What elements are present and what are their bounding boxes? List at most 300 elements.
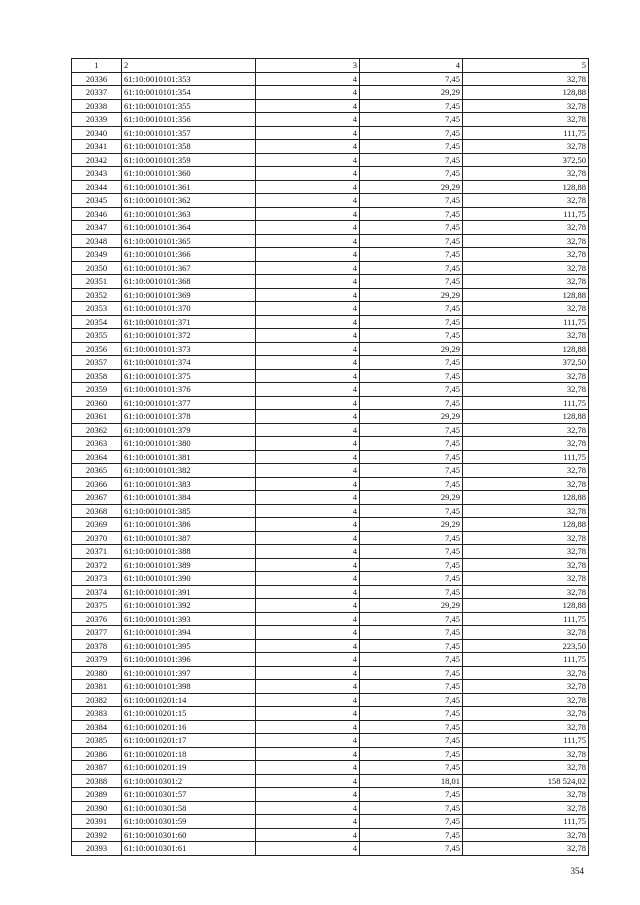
column-3-value-cell: 4: [256, 410, 360, 424]
column-5-value-cell: 32,78: [463, 423, 589, 437]
column-4-value-cell: 29,29: [360, 342, 463, 356]
column-5-value-cell: 32,78: [463, 113, 589, 127]
row-number-cell: 20354: [72, 315, 122, 329]
column-3-value-cell: 4: [256, 437, 360, 451]
table-row: [72, 612, 589, 626]
column-4-value-cell: 7,45: [360, 734, 463, 748]
table-row: [72, 221, 589, 235]
column-4-value-cell: 29,29: [360, 599, 463, 613]
column-4-value-cell: 7,45: [360, 464, 463, 478]
row-number-cell: 20362: [72, 423, 122, 437]
column-4-value-cell: 7,45: [360, 302, 463, 316]
column-5-value-cell: 32,78: [463, 383, 589, 397]
table-row: [72, 234, 589, 248]
column-4-value-cell: 7,45: [360, 248, 463, 262]
column-4-value-cell: 7,45: [360, 113, 463, 127]
table-row: [72, 396, 589, 410]
column-3-value-cell: 4: [256, 761, 360, 775]
table-row: [72, 383, 589, 397]
table-row: [72, 707, 589, 721]
row-number-cell: 20393: [72, 842, 122, 856]
column-4-value-cell: 7,45: [360, 693, 463, 707]
column-4-value-cell: 7,45: [360, 653, 463, 667]
column-5-value-cell: 128,88: [463, 342, 589, 356]
cadastral-number-cell: 61:10:0010101:380: [122, 437, 256, 451]
row-number-cell: 20389: [72, 788, 122, 802]
column-3-value-cell: 4: [256, 342, 360, 356]
table-row: [72, 207, 589, 221]
column-5-value-cell: 32,78: [463, 234, 589, 248]
column-3-value-cell: 4: [256, 720, 360, 734]
column-3-value-cell: 4: [256, 504, 360, 518]
column-4-value-cell: 7,45: [360, 788, 463, 802]
column-4-value-cell: 7,45: [360, 437, 463, 451]
cadastral-number-cell: 61:10:0010101:382: [122, 464, 256, 478]
column-3-value-cell: 4: [256, 599, 360, 613]
row-number-cell: 20336: [72, 72, 122, 86]
table-body: [72, 72, 589, 855]
row-number-cell: 20364: [72, 450, 122, 464]
table-row: [72, 599, 589, 613]
cadastral-number-cell: 61:10:0010101:355: [122, 99, 256, 113]
column-5-value-cell: 32,78: [463, 437, 589, 451]
cadastral-number-cell: 61:10:0010101:366: [122, 248, 256, 262]
column-4-value-cell: 7,45: [360, 504, 463, 518]
column-3-value-cell: 4: [256, 774, 360, 788]
row-number-cell: 20391: [72, 815, 122, 829]
row-number-cell: 20387: [72, 761, 122, 775]
row-number-cell: 20339: [72, 113, 122, 127]
column-4-value-cell: 7,45: [360, 423, 463, 437]
cadastral-number-cell: 61:10:0010101:372: [122, 329, 256, 343]
cadastral-number-cell: 61:10:0010201:19: [122, 761, 256, 775]
column-3-value-cell: 4: [256, 396, 360, 410]
column-5-value-cell: 223,50: [463, 639, 589, 653]
column-4-value-cell: 7,45: [360, 194, 463, 208]
cadastral-number-cell: 61:10:0010101:389: [122, 558, 256, 572]
row-number-cell: 20352: [72, 288, 122, 302]
row-number-cell: 20353: [72, 302, 122, 316]
cadastral-number-cell: 61:10:0010101:371: [122, 315, 256, 329]
table-row: [72, 288, 589, 302]
table-row: [72, 464, 589, 478]
column-5-value-cell: 111,75: [463, 126, 589, 140]
table-row: [72, 774, 589, 788]
column-5-value-cell: 32,78: [463, 680, 589, 694]
column-5-value-cell: 32,78: [463, 666, 589, 680]
cadastral-number-cell: 61:10:0010201:14: [122, 693, 256, 707]
column-5-value-cell: 372,50: [463, 153, 589, 167]
column-5-value-cell: 32,78: [463, 275, 589, 289]
column-4-value-cell: 7,45: [360, 315, 463, 329]
row-number-cell: 20356: [72, 342, 122, 356]
column-3-value-cell: 4: [256, 450, 360, 464]
cadastral-number-cell: 61:10:0010101:359: [122, 153, 256, 167]
cadastral-number-cell: 61:10:0010201:18: [122, 747, 256, 761]
column-3-value-cell: 4: [256, 653, 360, 667]
column-5-value-cell: 32,78: [463, 545, 589, 559]
column-5-value-cell: 32,78: [463, 167, 589, 181]
column-5-value-cell: 32,78: [463, 72, 589, 86]
column-4-value-cell: 29,29: [360, 180, 463, 194]
column-3-value-cell: 4: [256, 329, 360, 343]
cadastral-number-cell: 61:10:0010101:385: [122, 504, 256, 518]
column-4-value-cell: 7,45: [360, 680, 463, 694]
row-number-cell: 20343: [72, 167, 122, 181]
table-row: [72, 410, 589, 424]
row-number-cell: 20357: [72, 356, 122, 370]
column-3-value-cell: 4: [256, 383, 360, 397]
column-4-value-cell: 7,45: [360, 842, 463, 856]
column-3-value-cell: 4: [256, 801, 360, 815]
column-3-value-cell: 4: [256, 302, 360, 316]
row-number-cell: 20351: [72, 275, 122, 289]
column-3-value-cell: 4: [256, 747, 360, 761]
cadastral-number-cell: 61:10:0010101:364: [122, 221, 256, 235]
column-5-value-cell: 32,78: [463, 248, 589, 262]
row-number-cell: 20379: [72, 653, 122, 667]
cadastral-number-cell: 61:10:0010201:17: [122, 734, 256, 748]
table-row: [72, 761, 589, 775]
cadastral-number-cell: 61:10:0010101:392: [122, 599, 256, 613]
column-3-value-cell: 4: [256, 261, 360, 275]
column-5-value-cell: 32,78: [463, 842, 589, 856]
table-row: [72, 572, 589, 586]
column-5-value-cell: 32,78: [463, 720, 589, 734]
column-4-value-cell: 7,45: [360, 612, 463, 626]
column-3-value-cell: 4: [256, 626, 360, 640]
table-row: [72, 531, 589, 545]
column-3-value-cell: 4: [256, 558, 360, 572]
row-number-cell: 20369: [72, 518, 122, 532]
row-number-cell: 20372: [72, 558, 122, 572]
column-4-value-cell: 7,45: [360, 761, 463, 775]
cadastral-number-cell: 61:10:0010101:387: [122, 531, 256, 545]
cadastral-number-cell: 61:10:0010101:390: [122, 572, 256, 586]
column-3-value-cell: 4: [256, 572, 360, 586]
table-row: [72, 423, 589, 437]
table-header: [72, 59, 589, 73]
cadastral-number-cell: 61:10:0010101:375: [122, 369, 256, 383]
column-4-value-cell: 7,45: [360, 477, 463, 491]
column-5-value-cell: 32,78: [463, 707, 589, 721]
column-4-value-cell: 7,45: [360, 140, 463, 154]
row-number-cell: 20365: [72, 464, 122, 478]
column-4-value-cell: 7,45: [360, 666, 463, 680]
cadastral-number-cell: 61:10:0010301:57: [122, 788, 256, 802]
table-row: [72, 693, 589, 707]
column-5-value-cell: 32,78: [463, 504, 589, 518]
column-5-value-cell: 111,75: [463, 653, 589, 667]
table-row: [72, 315, 589, 329]
row-number-cell: 20380: [72, 666, 122, 680]
column-5-value-cell: 128,88: [463, 599, 589, 613]
table-row: [72, 477, 589, 491]
row-number-cell: 20392: [72, 828, 122, 842]
column-header-2: 2: [122, 59, 256, 73]
column-3-value-cell: 4: [256, 356, 360, 370]
column-3-value-cell: 4: [256, 99, 360, 113]
column-4-value-cell: 7,45: [360, 558, 463, 572]
row-number-cell: 20342: [72, 153, 122, 167]
row-number-cell: 20340: [72, 126, 122, 140]
data-table: [71, 58, 589, 856]
table-row: [72, 153, 589, 167]
column-3-value-cell: 4: [256, 167, 360, 181]
column-3-value-cell: 4: [256, 680, 360, 694]
column-5-value-cell: 32,78: [463, 531, 589, 545]
column-4-value-cell: 7,45: [360, 356, 463, 370]
column-header-1: 1: [72, 59, 122, 73]
column-3-value-cell: 4: [256, 666, 360, 680]
row-number-cell: 20360: [72, 396, 122, 410]
cadastral-number-cell: 61:10:0010101:378: [122, 410, 256, 424]
column-3-value-cell: 4: [256, 194, 360, 208]
table-row: [72, 558, 589, 572]
column-header-4: 4: [360, 59, 463, 73]
column-4-value-cell: 7,45: [360, 639, 463, 653]
table-row: [72, 747, 589, 761]
row-number-cell: 20384: [72, 720, 122, 734]
column-header-3: 3: [256, 59, 360, 73]
table-row: [72, 113, 589, 127]
column-4-value-cell: 7,45: [360, 275, 463, 289]
row-number-cell: 20341: [72, 140, 122, 154]
column-5-value-cell: 111,75: [463, 734, 589, 748]
column-3-value-cell: 4: [256, 248, 360, 262]
column-4-value-cell: 7,45: [360, 383, 463, 397]
cadastral-number-cell: 61:10:0010101:370: [122, 302, 256, 316]
table-row: [72, 180, 589, 194]
column-4-value-cell: 29,29: [360, 86, 463, 100]
row-number-cell: 20338: [72, 99, 122, 113]
column-5-value-cell: 372,50: [463, 356, 589, 370]
column-4-value-cell: 29,29: [360, 518, 463, 532]
row-number-cell: 20367: [72, 491, 122, 505]
row-number-cell: 20388: [72, 774, 122, 788]
row-number-cell: 20378: [72, 639, 122, 653]
table-row: [72, 491, 589, 505]
column-5-value-cell: 32,78: [463, 626, 589, 640]
column-5-value-cell: 32,78: [463, 693, 589, 707]
cadastral-number-cell: 61:10:0010101:391: [122, 585, 256, 599]
row-number-cell: 20344: [72, 180, 122, 194]
cadastral-number-cell: 61:10:0010101:356: [122, 113, 256, 127]
column-4-value-cell: 7,45: [360, 207, 463, 221]
cadastral-number-cell: 61:10:0010101:363: [122, 207, 256, 221]
column-5-value-cell: 111,75: [463, 815, 589, 829]
column-5-value-cell: 32,78: [463, 99, 589, 113]
table-row: [72, 329, 589, 343]
column-4-value-cell: 7,45: [360, 450, 463, 464]
row-number-cell: 20376: [72, 612, 122, 626]
table-row: [72, 342, 589, 356]
column-3-value-cell: 4: [256, 612, 360, 626]
column-5-value-cell: 32,78: [463, 572, 589, 586]
column-4-value-cell: 29,29: [360, 491, 463, 505]
row-number-cell: 20347: [72, 221, 122, 235]
column-5-value-cell: 32,78: [463, 558, 589, 572]
column-3-value-cell: 4: [256, 693, 360, 707]
cadastral-number-cell: 61:10:0010101:377: [122, 396, 256, 410]
column-4-value-cell: 7,45: [360, 167, 463, 181]
column-4-value-cell: 7,45: [360, 261, 463, 275]
column-4-value-cell: 18,01: [360, 774, 463, 788]
column-4-value-cell: 7,45: [360, 815, 463, 829]
row-number-cell: 20390: [72, 801, 122, 815]
column-3-value-cell: 4: [256, 153, 360, 167]
table-row: [72, 86, 589, 100]
column-3-value-cell: 4: [256, 126, 360, 140]
column-3-value-cell: 4: [256, 234, 360, 248]
column-4-value-cell: 7,45: [360, 720, 463, 734]
column-5-value-cell: 128,88: [463, 410, 589, 424]
cadastral-number-cell: 61:10:0010101:360: [122, 167, 256, 181]
column-3-value-cell: 4: [256, 828, 360, 842]
column-3-value-cell: 4: [256, 423, 360, 437]
row-number-cell: 20382: [72, 693, 122, 707]
column-4-value-cell: 7,45: [360, 369, 463, 383]
column-5-value-cell: 32,78: [463, 140, 589, 154]
column-3-value-cell: 4: [256, 585, 360, 599]
column-4-value-cell: 29,29: [360, 288, 463, 302]
column-3-value-cell: 4: [256, 180, 360, 194]
table-row: [72, 248, 589, 262]
column-4-value-cell: 7,45: [360, 329, 463, 343]
column-4-value-cell: 7,45: [360, 828, 463, 842]
cadastral-number-cell: 61:10:0010101:368: [122, 275, 256, 289]
column-5-value-cell: 128,88: [463, 86, 589, 100]
column-4-value-cell: 7,45: [360, 153, 463, 167]
column-5-value-cell: 32,78: [463, 761, 589, 775]
cadastral-number-cell: 61:10:0010101:373: [122, 342, 256, 356]
cadastral-number-cell: 61:10:0010301:59: [122, 815, 256, 829]
cadastral-number-cell: 61:10:0010101:388: [122, 545, 256, 559]
column-4-value-cell: 7,45: [360, 234, 463, 248]
table-row: [72, 801, 589, 815]
table-row: [72, 302, 589, 316]
column-3-value-cell: 4: [256, 288, 360, 302]
table-row: [72, 720, 589, 734]
column-5-value-cell: 128,88: [463, 491, 589, 505]
page-number: 354: [570, 866, 584, 876]
table-row: [72, 437, 589, 451]
column-4-value-cell: 7,45: [360, 396, 463, 410]
cadastral-number-cell: 61:10:0010301:60: [122, 828, 256, 842]
cadastral-number-cell: 61:10:0010301:61: [122, 842, 256, 856]
table-row: [72, 356, 589, 370]
column-3-value-cell: 4: [256, 815, 360, 829]
cadastral-number-cell: 61:10:0010101:394: [122, 626, 256, 640]
cadastral-number-cell: 61:10:0010101:393: [122, 612, 256, 626]
column-5-value-cell: 32,78: [463, 585, 589, 599]
table-row: [72, 504, 589, 518]
table-row: [72, 518, 589, 532]
column-3-value-cell: 4: [256, 207, 360, 221]
column-4-value-cell: 7,45: [360, 747, 463, 761]
column-4-value-cell: 7,45: [360, 221, 463, 235]
row-number-cell: 20373: [72, 572, 122, 586]
column-5-value-cell: 32,78: [463, 329, 589, 343]
row-number-cell: 20381: [72, 680, 122, 694]
column-3-value-cell: 4: [256, 842, 360, 856]
cadastral-number-cell: 61:10:0010101:376: [122, 383, 256, 397]
column-5-value-cell: 32,78: [463, 788, 589, 802]
column-3-value-cell: 4: [256, 86, 360, 100]
cadastral-number-cell: 61:10:0010201:15: [122, 707, 256, 721]
row-number-cell: 20337: [72, 86, 122, 100]
column-5-value-cell: 158 524,02: [463, 774, 589, 788]
column-5-value-cell: 32,78: [463, 828, 589, 842]
column-3-value-cell: 4: [256, 491, 360, 505]
column-5-value-cell: 128,88: [463, 288, 589, 302]
column-3-value-cell: 4: [256, 788, 360, 802]
row-number-cell: 20346: [72, 207, 122, 221]
column-4-value-cell: 7,45: [360, 572, 463, 586]
table-row: [72, 653, 589, 667]
table-row: [72, 99, 589, 113]
table-row: [72, 815, 589, 829]
cadastral-number-cell: 61:10:0010101:362: [122, 194, 256, 208]
table-row: [72, 734, 589, 748]
column-5-value-cell: 111,75: [463, 396, 589, 410]
row-number-cell: 20383: [72, 707, 122, 721]
row-number-cell: 20348: [72, 234, 122, 248]
row-number-cell: 20371: [72, 545, 122, 559]
column-5-value-cell: 32,78: [463, 464, 589, 478]
cadastral-number-cell: 61:10:0010101:397: [122, 666, 256, 680]
row-number-cell: 20345: [72, 194, 122, 208]
cadastral-number-cell: 61:10:0010101:381: [122, 450, 256, 464]
column-4-value-cell: 7,45: [360, 531, 463, 545]
cadastral-number-cell: 61:10:0010101:383: [122, 477, 256, 491]
column-4-value-cell: 7,45: [360, 801, 463, 815]
column-5-value-cell: 32,78: [463, 369, 589, 383]
column-5-value-cell: 111,75: [463, 315, 589, 329]
cadastral-number-cell: 61:10:0010101:386: [122, 518, 256, 532]
cadastral-number-cell: 61:10:0010101:398: [122, 680, 256, 694]
column-5-value-cell: 32,78: [463, 747, 589, 761]
column-3-value-cell: 4: [256, 477, 360, 491]
column-4-value-cell: 7,45: [360, 585, 463, 599]
column-5-value-cell: 32,78: [463, 194, 589, 208]
column-5-value-cell: 32,78: [463, 302, 589, 316]
table-row: [72, 450, 589, 464]
column-4-value-cell: 7,45: [360, 626, 463, 640]
column-3-value-cell: 4: [256, 275, 360, 289]
table-row: [72, 828, 589, 842]
row-number-cell: 20386: [72, 747, 122, 761]
column-4-value-cell: 7,45: [360, 72, 463, 86]
table-row: [72, 545, 589, 559]
row-number-cell: 20359: [72, 383, 122, 397]
table-row: [72, 666, 589, 680]
column-5-value-cell: 32,78: [463, 261, 589, 275]
column-4-value-cell: 29,29: [360, 410, 463, 424]
cadastral-number-cell: 61:10:0010101:353: [122, 72, 256, 86]
row-number-cell: 20374: [72, 585, 122, 599]
table-row: [72, 72, 589, 86]
column-4-value-cell: 7,45: [360, 126, 463, 140]
row-number-cell: 20355: [72, 329, 122, 343]
cadastral-number-cell: 61:10:0010101:367: [122, 261, 256, 275]
cadastral-number-cell: 61:10:0010101:354: [122, 86, 256, 100]
column-3-value-cell: 4: [256, 221, 360, 235]
cadastral-number-cell: 61:10:0010101:361: [122, 180, 256, 194]
column-3-value-cell: 4: [256, 707, 360, 721]
table-row: [72, 261, 589, 275]
cadastral-number-cell: 61:10:0010101:395: [122, 639, 256, 653]
